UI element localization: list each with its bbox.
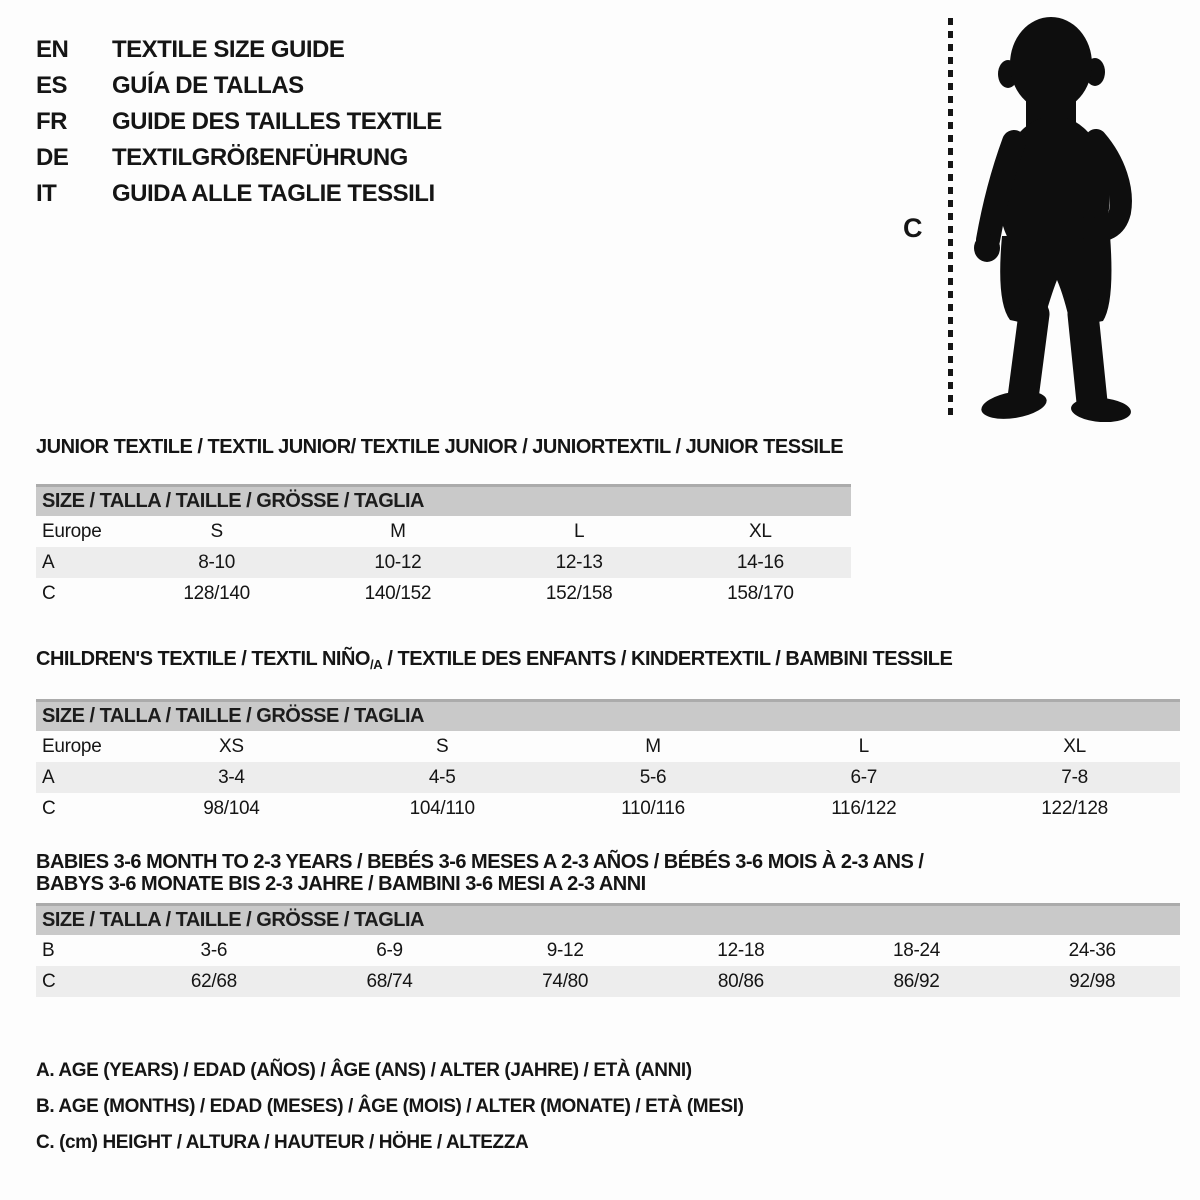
table-row — [36, 793, 1180, 824]
junior-size-table — [36, 484, 851, 609]
children-section-title — [36, 648, 1180, 676]
language-row-it — [36, 176, 856, 212]
table-row — [36, 762, 1180, 793]
table-cell: S — [210, 521, 223, 542]
table-cell: 4-5 — [428, 767, 456, 788]
table-cell: L — [858, 736, 869, 757]
language-row-de — [36, 140, 856, 176]
table-cell: 104/110 — [409, 798, 475, 819]
children-size-table — [36, 699, 1180, 824]
table-cell: 86/92 — [893, 971, 940, 992]
table-cell: 158/170 — [727, 583, 794, 604]
table-cell: L — [573, 521, 585, 542]
size-header-bar: SIZE / TALLA / TAILLE / GRÖSSE / TAGLIA — [36, 699, 1180, 731]
guide-title-de: TEXTILGRÖßENFÜHRUNG — [112, 144, 408, 171]
table-cell: 3-6 — [200, 940, 228, 961]
height-measure-label: C — [903, 213, 922, 243]
table-cell: 110/116 — [621, 798, 685, 819]
size-header-bar: SIZE / TALLA / TAILLE / GRÖSSE / TAGLIA — [36, 484, 851, 516]
table-cell: 128/140 — [183, 583, 250, 604]
measure-legend — [36, 1053, 1180, 1161]
height-measure-dashed-line — [948, 18, 953, 416]
table-cell: 18-24 — [892, 940, 941, 961]
language-row-en — [36, 32, 856, 68]
babies-title-line1: BABIES 3-6 MONTH TO 2-3 YEARS / BEBÉS 3-6 MESES A 2-3 AÑOS / BÉBÉS 3-6 MOIS À 2-3 ANS / — [36, 851, 924, 873]
row-label-cell: C — [42, 971, 56, 992]
table-cell: 116/122 — [831, 798, 897, 819]
legend-line-c: C. (cm) HEIGHT / ALTURA / HAUTEUR / HÖHE / ALTEZZA — [36, 1132, 529, 1153]
language-row-fr — [36, 104, 856, 140]
table-row — [36, 516, 851, 547]
language-code: DE — [36, 144, 69, 171]
table-cell: 68/74 — [366, 971, 413, 992]
table-cell: 7-8 — [1061, 767, 1088, 788]
guide-title-fr: GUIDE DES TAILLES TEXTILE — [112, 108, 442, 135]
table-cell: XL — [749, 521, 772, 542]
table-row — [36, 731, 1180, 762]
table-cell: M — [390, 521, 406, 542]
children-title-rest: / TEXTILE DES ENFANTS / KINDERTEXTIL / BAMBINI TESSILE — [382, 648, 953, 670]
table-cell: 152/158 — [545, 583, 613, 604]
table-cell: 140/152 — [364, 583, 432, 604]
row-label-cell: C — [42, 583, 56, 604]
legend-line-a: A. AGE (YEARS) / EDAD (AÑOS) / ÂGE (ANS) / ALTER (JAHRE) / ETÀ (ANNI) — [36, 1060, 692, 1081]
table-cell: S — [436, 736, 449, 757]
table-cell: 6-7 — [850, 767, 878, 788]
babies-title-line2: BABYS 3-6 MONATE BIS 2-3 JAHRE / BAMBINI 3-6 MESI A 2-3 ANNI — [36, 873, 646, 895]
table-cell: 12-13 — [555, 552, 603, 573]
guide-title-en: TEXTILE SIZE GUIDE — [112, 36, 345, 63]
table-cell: 122/128 — [1041, 798, 1108, 819]
junior-section-title: JUNIOR TEXTILE / TEXTIL JUNIOR/ TEXTILE JUNIOR / JUNIORTEXTIL / JUNIOR TESSILE — [36, 436, 844, 458]
table-cell: XL — [1063, 736, 1086, 757]
row-label-cell: Europe — [42, 736, 102, 757]
table-cell: 24-36 — [1068, 940, 1116, 961]
table-cell: 3-4 — [218, 767, 245, 788]
table-cell: 9-12 — [546, 940, 584, 961]
toddler-silhouette-icon — [962, 14, 1140, 422]
language-code: FR — [36, 108, 67, 135]
table-cell: M — [645, 736, 661, 757]
babies-size-table — [36, 903, 1180, 997]
table-cell: 8-10 — [198, 552, 236, 573]
language-row-es — [36, 68, 856, 104]
row-label-cell: A — [42, 767, 55, 788]
table-row — [36, 935, 1180, 966]
size-header-bar: SIZE / TALLA / TAILLE / GRÖSSE / TAGLIA — [36, 903, 1180, 935]
language-code: ES — [36, 72, 68, 99]
language-code: IT — [36, 180, 57, 207]
table-row — [36, 547, 851, 578]
language-title-list — [36, 32, 856, 212]
table-cell: 98/104 — [203, 798, 260, 819]
table-cell: 12-18 — [717, 940, 765, 961]
table-cell: 14-16 — [736, 552, 784, 573]
table-cell: 62/68 — [190, 971, 237, 992]
table-cell: 10-12 — [374, 552, 422, 573]
table-cell: 5-6 — [639, 767, 667, 788]
table-row — [36, 578, 851, 609]
table-cell: 74/80 — [542, 971, 589, 992]
table-row — [36, 966, 1180, 997]
table-cell: 6-9 — [376, 940, 403, 961]
legend-line-b: B. AGE (MONTHS) / EDAD (MESES) / ÂGE (MOIS) / ALTER (MONATE) / ETÀ (MESI) — [36, 1096, 744, 1117]
row-label-cell: A — [42, 552, 55, 573]
babies-section-title — [36, 851, 1180, 895]
guide-title-es: GUÍA DE TALLAS — [112, 72, 304, 99]
row-label-cell: Europe — [42, 521, 102, 542]
children-title-main: CHILDREN'S TEXTILE / TEXTIL NIÑO — [36, 648, 370, 670]
row-label-cell: B — [42, 940, 55, 961]
language-code: EN — [36, 36, 69, 63]
table-cell: XS — [219, 736, 244, 757]
row-label-cell: C — [42, 798, 56, 819]
table-cell: 80/86 — [717, 971, 764, 992]
guide-title-it: GUIDA ALLE TAGLIE TESSILI — [112, 180, 435, 207]
table-cell: 92/98 — [1069, 971, 1116, 992]
children-title-subscript: /A — [369, 657, 383, 672]
